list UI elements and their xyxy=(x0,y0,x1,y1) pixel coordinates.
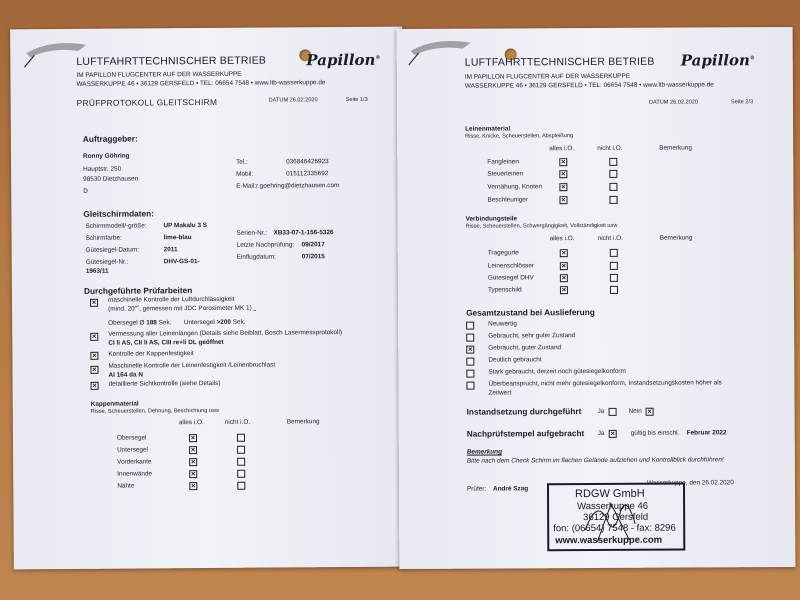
canopy-row-ok-checkbox[interactable]: × xyxy=(190,469,196,479)
canopy-row-label: Untersegel xyxy=(117,446,148,454)
canopy-row-label: Innenwände xyxy=(117,470,153,478)
client-name: Ronny Göhring xyxy=(82,152,130,160)
client-heading: Auftraggeber: xyxy=(82,133,138,144)
color-label: Schirmfarbe: xyxy=(85,234,122,242)
overall-option-checkbox[interactable] xyxy=(466,382,474,390)
page-number: Seite 2/3 xyxy=(730,99,754,106)
color-value: lime-blau xyxy=(163,234,192,242)
parts-col-ok: alles i.O. xyxy=(549,235,575,243)
company-name: LUFTFAHRTTECHNISCHER BETRIEB xyxy=(76,54,267,68)
parts-row-ok-checkbox[interactable]: × xyxy=(561,261,567,271)
stamp-ja-checkbox[interactable]: × xyxy=(610,428,615,438)
protocol-page-1 xyxy=(10,27,406,570)
lines-col-note: Bemerkung xyxy=(659,144,692,152)
lines-col-nok: nicht i.O. xyxy=(597,144,623,152)
repair-ja-checkbox[interactable] xyxy=(609,408,617,416)
overall-option-checkbox[interactable] xyxy=(466,358,474,366)
lines-row-ok-checkbox[interactable]: × xyxy=(561,182,566,192)
canopy-subtitle: Risse, Scheuerstellen, Dehnung, Beschichtung usw xyxy=(90,407,219,415)
lines-col-ok: alles i.O. xyxy=(549,145,575,153)
remark-heading: Bemerkung xyxy=(466,448,502,456)
lines-row-nok-checkbox[interactable] xyxy=(609,158,617,166)
repair-label: Instandsetzung durchgeführt xyxy=(466,406,582,417)
canopy-col-nok: nicht i.O. xyxy=(224,418,251,426)
canopy-col-ok: alles i.O. xyxy=(178,419,204,427)
canopy-row-nok-checkbox[interactable] xyxy=(237,446,245,454)
canopy-heading: Kappenmaterial xyxy=(90,400,139,408)
parts-row-nok-checkbox[interactable] xyxy=(610,262,618,270)
repair-nein-checkbox[interactable]: × xyxy=(647,406,652,416)
valid-until-date: Februar 2022 xyxy=(686,429,727,437)
canopy-row-nok-checkbox[interactable] xyxy=(237,434,245,442)
canopy-row-label: Obersegel xyxy=(116,434,147,442)
valid-until-label: gültig bis einschl. xyxy=(630,429,680,437)
last-check-label: Letzte Nachprüfung: xyxy=(236,241,295,249)
signature-icon xyxy=(574,487,647,546)
overall-heading: Gesamtzustand bei Auslieferung xyxy=(466,307,595,318)
parts-row-ok-checkbox[interactable]: × xyxy=(561,248,566,258)
stamp-line-1: RDGW GmbH xyxy=(574,487,645,501)
seal-date-label: Gütesiegel-Datum: xyxy=(85,246,139,254)
lines-row-ok-checkbox[interactable]: × xyxy=(561,169,566,179)
serial-label: Serien-Nr.: xyxy=(236,229,268,237)
canopy-row-nok-checkbox[interactable] xyxy=(237,458,245,466)
tel-label: Tel.: xyxy=(236,158,248,166)
check-visual-text: detaillierte Sichtkontrolle (siehe Details) xyxy=(108,379,221,388)
seal-nr-label: Gütesiegel-Nr.: xyxy=(85,258,129,266)
lines-row-nok-checkbox[interactable] xyxy=(609,183,617,191)
check-linelength-detail: CI li AS, CII li AS, CIII re+li DL geöffnet xyxy=(108,338,224,347)
parts-row-label: Tragegurte xyxy=(487,249,519,257)
client-city: 98530 Dietzhausen xyxy=(83,175,139,183)
canopy-row-ok-checkbox[interactable]: × xyxy=(190,433,196,443)
serial-value: XB33-07-1-156-5326 xyxy=(273,229,334,237)
check-linestrength-text: Maschinelle Kontrolle der Leinenfestigkeit /Leinenbruchlast xyxy=(108,361,276,370)
parts-subtitle: Risse, Scheuerstellen, Schwergängigkeit, Vollständigkeit usw xyxy=(465,222,618,230)
page-number: Seite 1/3 xyxy=(345,96,368,104)
check-linestrength-detail: AI 164 da N xyxy=(108,371,144,379)
parts-row-label: Gütesiegel DHV xyxy=(487,274,534,282)
canopy-row-label: Vorderkante xyxy=(117,458,152,466)
check-porosity-text: maschinelle Kontrolle der Luftdurchlässigkeit xyxy=(107,295,235,304)
canopy-row-nok-checkbox[interactable] xyxy=(237,482,245,490)
page-date: DATUM 26.02.2020 xyxy=(268,97,318,104)
client-country: D xyxy=(83,187,88,195)
porosity-values: Obersegel Ø 188 Sek. Untersegel >200 Sek. xyxy=(108,318,246,327)
page-date: DATUM 26.02.2020 xyxy=(648,99,699,106)
parts-row-ok-checkbox[interactable]: × xyxy=(561,273,567,283)
stamp-line-5: www.wasserkuppe.com xyxy=(555,534,663,547)
fly-date-value: 07/2015 xyxy=(301,253,325,261)
mobil-value: 015112335692 xyxy=(286,170,329,178)
lines-row-nok-checkbox[interactable] xyxy=(609,170,617,178)
lines-row-label: Steuerleinen xyxy=(487,170,524,178)
company-address: WASSERKUPPE 46 • 36129 GERSFELD • TEL: 06654 7548 • www.ltb-wasserkuppe.de xyxy=(464,81,714,90)
check-porosity-detail: (mind. 20"˚, gemessen mit JDC Porosimeter MK 1) ˽ xyxy=(108,304,257,313)
model-value: UP Makalu 3 S xyxy=(163,222,208,230)
check-linelength-checkbox[interactable]: × xyxy=(92,331,97,341)
overall-option-checkbox-selected[interactable]: × xyxy=(468,344,473,354)
remark-text: Bitte nach dem Check Schirm im flachen Gelände aufziehen und Kontrollblick durchführen! xyxy=(466,456,724,465)
stamp-line-4: fon: (06654) 7548 - fax: 8296 xyxy=(553,522,676,535)
overall-option-label: Überbeansprucht, nicht mehr gütesiegelkonform, Instandsetzungskosten höher als xyxy=(488,379,722,388)
lines-row-label: Vernähung, Knoten xyxy=(487,183,543,191)
check-linelength-text: Vermessung aller Leinenlängen (Details siehe Beiblatt, Bosch Lasermessprotokoll) xyxy=(108,329,343,338)
company-name: LUFTFAHRTTECHNISCHER BETRIEB xyxy=(464,55,655,69)
company-subtitle: IM PAPILLON FLUGCENTER AUF DER WASSERKUPPE xyxy=(464,72,630,81)
check-visual-checkbox[interactable]: × xyxy=(92,380,97,390)
parts-row-label: Typenschild xyxy=(487,286,522,294)
parts-col-nok: nicht i.O. xyxy=(597,234,623,242)
stamp-line-3: 36129 Gersfeld xyxy=(583,511,649,524)
overall-option-label: Gebraucht, guter Zustand xyxy=(488,344,562,352)
parts-row-nok-checkbox[interactable] xyxy=(610,274,618,282)
parts-row-label: Leinenschlösser xyxy=(487,262,535,270)
lines-row-ok-checkbox[interactable]: × xyxy=(561,195,566,205)
lines-subtitle: Risse, Knicke, Scheuerstellen, Abspleißung xyxy=(465,133,574,140)
model-label: Schirmmodell/-größe: xyxy=(85,222,147,230)
overall-option-checkbox[interactable] xyxy=(466,370,474,378)
parts-heading: Verbindungsteile xyxy=(465,215,518,223)
mobil-label: Mobil: xyxy=(236,170,254,178)
check-canopy-text: Kontrolle der Kappenfestigkeit xyxy=(108,350,194,358)
stamp-line-2: Wasserkuppe 46 xyxy=(577,500,649,513)
check-linestrength-checkbox[interactable]: × xyxy=(92,364,97,374)
lines-row-label: Fangleinen xyxy=(487,158,519,166)
lines-row-nok-checkbox[interactable] xyxy=(609,196,617,204)
client-street: Hauptstr. 250 xyxy=(83,165,122,173)
canopy-row-ok-checkbox[interactable]: × xyxy=(191,481,196,491)
canopy-col-note: Bemerkung xyxy=(286,418,320,426)
check-canopy-checkbox[interactable]: × xyxy=(92,350,97,360)
tel-value: 036846426923 xyxy=(286,158,329,166)
repair-nein-label: Nein xyxy=(628,407,642,415)
check-porosity-checkbox[interactable]: × xyxy=(91,297,97,307)
brand-logo: Papillon® xyxy=(680,51,755,70)
parts-row-ok-checkbox[interactable]: × xyxy=(561,285,567,295)
examiner-label: Prüfer: xyxy=(466,485,487,493)
canopy-row-ok-checkbox[interactable]: × xyxy=(190,445,196,455)
company-address: WASSERKUPPE 46 • 36129 GERSFELD • TEL: 06654 7548 • www.ltb-wasserkuppe.de xyxy=(76,79,326,88)
fly-date-label: Einflugdatum: xyxy=(236,253,276,261)
page-title: PRÜFPROTOKOLL GLEITSCHIRM xyxy=(76,96,218,108)
checks-heading: Durchgeführte Prüfarbeiten xyxy=(83,285,193,296)
lines-row-ok-checkbox[interactable]: × xyxy=(561,157,566,167)
canopy-row-label: Nähte xyxy=(117,482,135,490)
overall-option-checkbox[interactable] xyxy=(466,334,474,342)
place-date: Wasserkuppe, den 26.02.2020 xyxy=(646,479,734,487)
overall-option-label: Stark gebraucht, derzeit noch gütesiegelkonform xyxy=(488,367,626,376)
parts-row-nok-checkbox[interactable] xyxy=(610,286,618,294)
stamp-ja-label: Ja xyxy=(597,429,605,437)
company-subtitle: IM PAPILLON FLUGCENTER AUF DER WASSERKUPPE xyxy=(76,70,242,79)
parts-col-note: Bemerkung xyxy=(659,234,693,242)
repair-ja-label: Ja xyxy=(597,407,605,415)
brand-logo: Papillon® xyxy=(306,50,381,70)
email-value: E-Mail:r.goehring@dietzhausen.com xyxy=(236,182,340,190)
overall-option-label: Gebraucht, sehr guter Zustand xyxy=(488,332,576,340)
overall-option-label: Deutlich gebraucht xyxy=(488,356,542,364)
lines-heading: Leinenmaterial xyxy=(465,125,511,133)
stamp-applied-label: Nachprüfstempel aufgebracht xyxy=(466,428,585,439)
seal-nr-value-2: 1963/11 xyxy=(85,267,109,275)
seal-date-value: 2011 xyxy=(163,246,178,254)
overall-option-checkbox[interactable] xyxy=(466,322,474,330)
glider-heading: Gleitschirmdaten: xyxy=(83,208,154,219)
parts-row-nok-checkbox[interactable] xyxy=(610,249,618,257)
seal-nr-value: DHV-GS-01- xyxy=(163,258,200,266)
canopy-row-nok-checkbox[interactable] xyxy=(237,470,245,478)
lines-row-label: Beschleuniger xyxy=(487,196,529,204)
overall-option-label-cont: Zeitwert xyxy=(488,389,512,397)
examiner-name: André Szag xyxy=(492,485,529,493)
protocol-page-2 xyxy=(397,27,796,569)
last-check-value: 09/2017 xyxy=(301,241,325,249)
overall-option-label: Neuwertig xyxy=(488,320,517,328)
canopy-row-ok-checkbox[interactable]: × xyxy=(190,457,196,467)
